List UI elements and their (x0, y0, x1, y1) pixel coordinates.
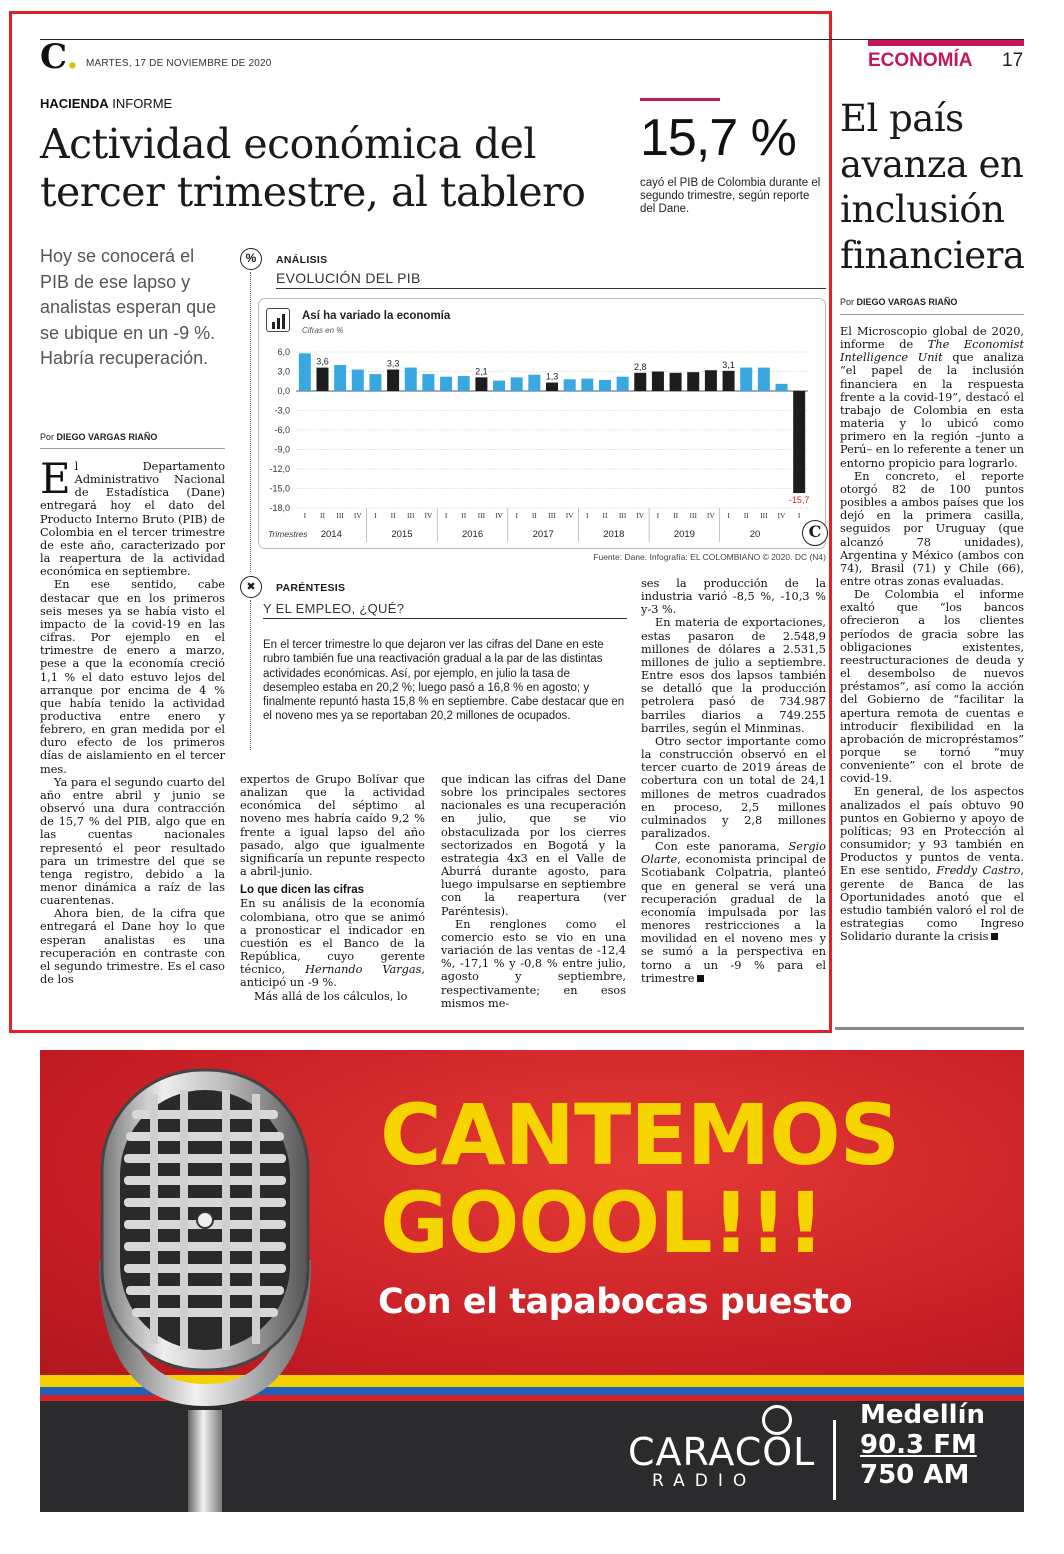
data-label: 2,8 (634, 361, 647, 372)
paragraph: ses la producción de la industria varió -8,5 %, -10,3 % y-3 %. (641, 577, 826, 617)
year-label: 2014 (320, 529, 342, 540)
x-tick-label: II (461, 511, 467, 520)
y-tick-label: -15,0 (269, 483, 290, 494)
x-tick-label: III (548, 511, 556, 520)
section-bar (868, 40, 1024, 46)
paragraph: El Microscopio global de 2020, informe de (840, 325, 1024, 352)
chart-subtitle: Cifras en % (302, 326, 344, 335)
chart-bar (475, 377, 487, 391)
parentesis-rule (263, 618, 627, 619)
ad-brand: CARACOL (628, 1430, 816, 1474)
byline-rule (840, 314, 1024, 315)
year-label: 2015 (391, 529, 413, 540)
x-tick-label: I (303, 511, 307, 520)
chart-bar (793, 391, 805, 493)
paragraph: Otro sector importante como la construcción observó en el tercer cuarto de 2019 áreas de cobertura con un total de 24,1 millones de metros cuadrados en proceso, 2,5 millones culminados y 2,8 millones paralizados. (641, 734, 826, 840)
x-tick-label: II (673, 511, 679, 520)
chart-bar (528, 375, 540, 391)
data-label: 3,1 (722, 359, 735, 370)
kicker-text: INFORME (112, 96, 173, 111)
chart-bar (740, 368, 752, 391)
chart-bar (511, 377, 523, 391)
stat-bar (640, 98, 720, 101)
paragraph: Ahora bien, de la cifra que entregará el Dane hoy lo que esperan analistas es una recuperación en contraste con el segundo trimestre. Es el caso de los (40, 907, 225, 987)
article-column-4 (641, 577, 826, 985)
x-tick-label: III (618, 511, 627, 520)
x-tick-label: II (390, 511, 396, 520)
y-tick-label: -12,0 (269, 464, 290, 474)
x-tick-label: IV (636, 511, 645, 520)
y-tick-label: 3,0 (277, 366, 290, 377)
chart-bar (546, 383, 558, 391)
x-tick-label: I (586, 511, 589, 520)
chart-bar (652, 372, 664, 392)
subhead: Lo que dicen las cifras (240, 884, 364, 897)
kicker-bold: HACIENDA (40, 96, 109, 111)
chart-bar (334, 365, 346, 391)
dotted-divider (250, 600, 251, 750)
year-label: 20 (749, 529, 761, 540)
byline-author: DIEGO VARGAS RIAÑO (56, 432, 158, 442)
x-tick-label: III (760, 511, 768, 520)
article-column-3 (441, 773, 626, 1010)
pin-icon: ✖ (240, 576, 262, 598)
x-tick-label: III (477, 511, 486, 520)
x-tick-label: IV (353, 511, 362, 520)
ad-tagline: Con el tapabocas puesto (378, 1282, 853, 1322)
data-label: 3,6 (316, 356, 329, 367)
parentesis-title: Y EL EMPLEO, ¿QUÉ? (263, 601, 405, 616)
chart-logo: C (802, 520, 828, 546)
y-tick-label: -9,0 (274, 444, 290, 455)
byline-prefix: Por (40, 432, 55, 442)
chart-bar (422, 374, 434, 391)
dotted-divider (250, 272, 251, 572)
byline-rule (40, 448, 225, 449)
deck: Hoy se conocerá el PIB de ese lapso y analistas esperan que se ubique en un -9 %. Habría recuperación. (40, 246, 217, 368)
chart-bar (458, 376, 470, 391)
x-tick-label: I (444, 511, 448, 520)
byline-author: DIEGO VARGAS RIAÑO (856, 297, 958, 307)
chart-bar (599, 380, 611, 391)
ad-headline-line1: CANTEMOS (380, 1086, 900, 1184)
page-number: 17 (1002, 50, 1024, 71)
chart-bar (440, 377, 452, 391)
ad-fm-frequency: 90.3 FM (860, 1430, 977, 1460)
chart-bar (617, 377, 629, 391)
sidebar-headline: El país avanza en inclusión financiera (840, 97, 1025, 277)
x-axis-label: Trimestres (268, 529, 308, 539)
chart-bar (581, 379, 593, 391)
byline-prefix: Por (840, 297, 855, 307)
chart-source: Fuente: Dane. Infografía: EL COLOMBIANO © 2020. DC (N4) (593, 552, 826, 562)
ad-divider (833, 1420, 836, 1500)
y-tick-label: 0,0 (277, 386, 290, 396)
ad-am-frequency: 750 AM (860, 1460, 970, 1490)
chart-bar (723, 371, 735, 391)
paragraph: Ya para el segundo cuarto del año entre abril y junio se observó una dura contracción de 15,7 % del PIB, algo que en las cuentas nacionales representó el peor resultado para un trimestre del que se tenga registro, debido a la menor dinámica a raíz de las cuarentenas. (40, 775, 225, 908)
chart-bar (776, 384, 788, 391)
x-tick-label: III (407, 511, 415, 520)
chart-bar (493, 381, 505, 391)
paragraph-end: , gerente de Banca de las Oportunidades anotó que el estudio también valoró el rol de estrategias como Ingreso Solidario durante la crisis (840, 864, 1024, 944)
year-label: 2016 (461, 529, 484, 540)
x-tick-label: III (336, 511, 344, 520)
analisis-rule (276, 288, 826, 289)
chart-title: Así ha variado la economía (302, 310, 451, 322)
microphone-icon (40, 1050, 380, 1512)
parentesis-text: En el tercer trimestre lo que dejaron ver las cifras del Dane en este rubro también fue una reactivación gradual a la par de las distintas actividades económicas. Así, por ejemplo, en julio la tasa de desempleo estaba en 20,2 %; luego pasó a 16,8 % en agosto; y finalmente repuntó hasta 15,8 % en septiembre. Cabe destacar que en el noveno mes ya se reportaban 20,2 millones de ocupados. (263, 639, 625, 723)
chart-bar (670, 373, 682, 391)
x-tick-label: II (319, 511, 325, 520)
chart-bar (758, 368, 770, 391)
gdp-bar-chart (258, 340, 826, 550)
data-label: 3,3 (386, 358, 400, 369)
sidebar-column (840, 325, 1024, 943)
year-label: 2018 (603, 529, 625, 540)
y-tick-label: -18,0 (269, 503, 290, 513)
person-name: Sergio Olarte (641, 840, 826, 867)
chart-bar (316, 368, 328, 391)
chart-bar (369, 374, 381, 391)
analisis-title: EVOLUCIÓN DEL PIB (276, 270, 421, 286)
data-label: 1,3 (545, 371, 559, 382)
chart-bar (564, 379, 576, 391)
year-label: 2019 (673, 529, 695, 540)
paragraph: En ese sentido, cabe destacar que en los primeros seis meses ya se había visto el impacto de la covid-19 en las cifras. Por ejemplo en el trimestre de enero a marzo, pese a que la economía creció 1,1 % el dato estuvo lejos del arranque por encima de 4 % que había tenido la actividad productiva entre enero y febrero, en gran medida por el duro efecto de los primeros días de aislamiento en el tercer mes. (40, 578, 225, 776)
paragraph: que analiza “el papel de la inclusión financiera en la respuesta frente a la covid-19”, destacó el trabajo de Colombia en esta materia y lo ubicó como primero en la región –junto a Perú– en lo referente a tener un entorno propicio para lograrlo. (840, 351, 1024, 470)
x-tick-label: IV (777, 511, 786, 520)
ad-brand-sub: RADIO (652, 1471, 757, 1491)
sidebar-byline (840, 297, 957, 307)
paragraph: En concreto, el reporte otorgó 82 de 100 puntos posibles a ambos países que los dejó en la primera casilla, seguidos por Uruguay (que alcanzó 78 unidades), Argentina y México (ambos con 74), Brasil (71) y Chile (66), entre otras zonas evaluadas. (840, 469, 1024, 588)
byline (40, 432, 157, 442)
paragraph-end: , anticipó un -9 %. (240, 963, 426, 990)
bottom-rule (835, 1027, 1024, 1030)
stat-number: 15,7 % (640, 109, 796, 167)
ad-city: Medellín (860, 1400, 985, 1430)
paragraph: expertos de Grupo Bolívar que analizan que la actividad económica del séptimo al noveno mes habría caído 9,2 % frente a igual lapso del año pasado, algo que igualmente significaría un repunte respecto a abril-junio. (240, 773, 425, 879)
date-line: MARTES, 17 DE NOVIEMBRE DE 2020 (86, 58, 272, 69)
paragraph: En renglones como el comercio esto se vio en una variación de las ventas de -12,4 %, -17,1 % y -0,8 % entre julio, agosto y septiembre, respectivamente; en esos mismos me- (441, 917, 626, 1010)
person-name: Hernando Vargas (305, 963, 422, 977)
chart-bar (405, 368, 417, 391)
x-tick-label: II (531, 511, 537, 520)
newspaper-logo: C. (40, 37, 79, 77)
ad-headline-line2: GOOOL!!! (380, 1174, 824, 1272)
chart-bar (687, 372, 699, 391)
stat-text: cayó el PIB de Colombia durante el segundo trimestre, según reporte del Dane. (640, 177, 821, 215)
x-tick-label: IV (706, 511, 715, 520)
paragraph: Con este panorama, (655, 840, 780, 854)
paragraph: De Colombia el informe exaltó que “los bancos ofrecieron a los clientes períodos de gracia sobre las obligaciones existentes, reestructuraciones de deuda y el desembolso de nuevos préstamos”, así como la acción del Gobierno de “facilitar la apertura remota de cuentas e introducir flexibilidad en la aprobación de micropréstamos” porque se tornó “muy conveniente” con el brote de covid-19. (840, 588, 1024, 786)
end-mark (697, 975, 704, 982)
chart-bar (299, 353, 311, 391)
publication-name: The Economist Intelligence Unit (840, 338, 1025, 365)
x-tick-label: I (727, 511, 730, 520)
chart-bar (634, 373, 646, 391)
paragraph: l Departamento Administrativo Nacional de Estadística (Dane) entregará hoy el dato del Producto Interno Bruto (PIB) de Colombia en el tercer trimestre de este año, caracterizado por la reapertura de la actividad económica en septiembre. (40, 460, 225, 579)
x-tick-label: I (374, 511, 377, 520)
drop-cap: E (40, 454, 71, 503)
article-column-1 (40, 454, 225, 987)
paragraph-end: , economista principal de Scotiabank Colpatria, planteó que en general se verá una recuperación gradual de la economía impulsada por las menores restricciones a la movilidad en el noveno mes y se sumó a la perspectiva en torno a un -9 % para el trimestre (641, 853, 826, 985)
headline: Actividad económica del tercer trimestre, al tablero (40, 120, 586, 216)
paragraph: En su análisis de la economía colombiana, otro que se animó a pronosticar el indicador en cuestión es el Banco de la República, cuyo gerente técnico, (240, 897, 425, 977)
analisis-label: ANÁLISIS (276, 254, 328, 266)
kicker (40, 96, 172, 111)
person-name: Freddy Castro (936, 864, 1021, 878)
percent-icon: % (240, 248, 262, 270)
chart-bar (387, 370, 399, 391)
x-tick-label: IV (565, 511, 574, 520)
x-tick-label: I (515, 511, 518, 520)
end-mark (991, 933, 998, 940)
x-tick-label: III (689, 511, 697, 520)
x-tick-label: IV (495, 511, 503, 520)
chart-bar (352, 370, 364, 391)
year-label: 2017 (532, 529, 554, 540)
paragraph: Más allá de los cálculos, lo (254, 989, 408, 1003)
paragraph: En materia de exportaciones, estas pasaron de 2.548,9 millones de dólares a 2.531,5 millones de julio a septiembre. Entre esos dos lapsos también se detalló que la producción petrolera pasó de 734.987 barriles diarios a 749.255 barriles, según el Minminas. (641, 616, 826, 735)
x-tick-label: I (656, 511, 660, 520)
y-tick-label: -3,0 (274, 405, 290, 416)
x-tick-label: I (797, 511, 801, 520)
section-label: ECONOMÍA (868, 50, 973, 71)
x-tick-label: II (743, 511, 749, 520)
bar-chart-icon (266, 308, 290, 332)
paragraph: En general, de los aspectos analizados el país obtuvo 90 puntos en Gobierno y apoyo de políticas; 93 en Protección al consumidor; y 93 también en Productos y puntos de venta. En ese sentido, (840, 785, 1024, 878)
paragraph: que indican las cifras del Dane sobre los principales sectores nacionales es una recuperación en julio, que se vio obstaculizada por los cierres sectorizados en Bogotá y la estrategia 4x3 en el Valle de Aburrá durante agosto, para luego impulsarse en septiembre con la reapertura (ver Paréntesis). (441, 773, 626, 918)
parentesis-label: PARÉNTESIS (276, 582, 346, 594)
x-tick-label: IV (424, 511, 433, 520)
y-tick-label: -6,0 (274, 425, 290, 435)
article-column-2 (240, 773, 425, 1003)
chart-bar (705, 370, 717, 391)
data-label: -15,7 (788, 495, 810, 506)
y-tick-label: 6,0 (277, 347, 290, 357)
data-label: 2,1 (475, 366, 488, 377)
advertisement[interactable] (40, 1050, 1024, 1512)
x-tick-label: II (602, 511, 608, 520)
